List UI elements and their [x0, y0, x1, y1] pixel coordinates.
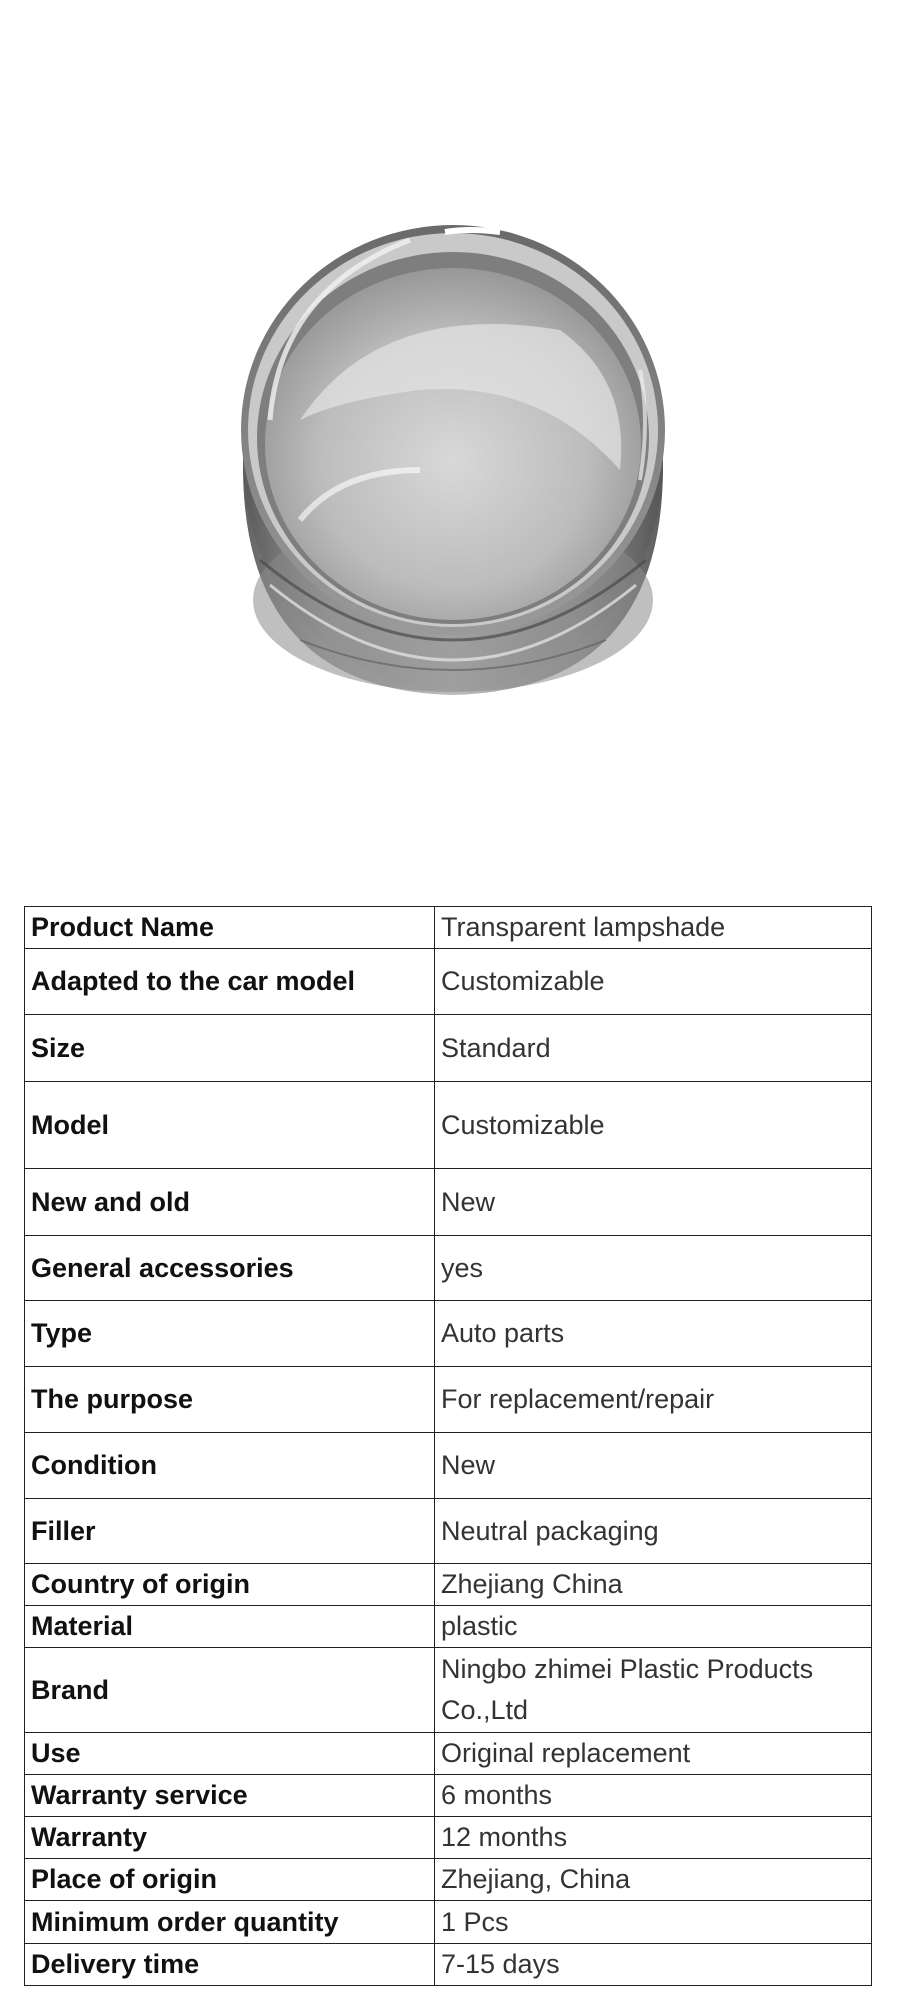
table-row — [25, 1944, 872, 1986]
table-row — [25, 1648, 872, 1733]
row-value: 7-15 days — [435, 1944, 872, 1986]
row-label: Filler — [25, 1499, 435, 1564]
row-value: 1 Pcs — [435, 1901, 872, 1944]
row-label: Warranty — [25, 1817, 435, 1859]
table-row — [25, 1901, 872, 1944]
table-row — [25, 1775, 872, 1817]
product-photo — [0, 0, 906, 880]
row-label: New and old — [25, 1169, 435, 1236]
row-label: Adapted to the car model — [25, 949, 435, 1015]
row-label: Condition — [25, 1433, 435, 1499]
row-label: Model — [25, 1082, 435, 1169]
row-value: Neutral packaging — [435, 1499, 872, 1564]
row-label: Minimum order quantity — [25, 1901, 435, 1944]
row-label: Size — [25, 1015, 435, 1082]
row-value: plastic — [435, 1606, 872, 1648]
table-row — [25, 1367, 872, 1433]
table-row — [25, 1236, 872, 1301]
row-value: Zhejiang China — [435, 1564, 872, 1606]
transparent-lampshade-icon — [0, 0, 906, 880]
table-row — [25, 1301, 872, 1367]
row-label: Warranty service — [25, 1775, 435, 1817]
row-label: Material — [25, 1606, 435, 1648]
table-row — [25, 1859, 872, 1901]
row-label: Type — [25, 1301, 435, 1367]
row-value: New — [435, 1169, 872, 1236]
row-value: Ningbo zhimei Plastic Products Co.,Ltd — [435, 1648, 872, 1733]
row-value: Auto parts — [435, 1301, 872, 1367]
row-label: Product Name — [25, 907, 435, 949]
row-value: Zhejiang, China — [435, 1859, 872, 1901]
table-row — [25, 949, 872, 1015]
row-value: For replacement/repair — [435, 1367, 872, 1433]
row-value: Customizable — [435, 1082, 872, 1169]
row-label: Brand — [25, 1648, 435, 1733]
row-label: Place of origin — [25, 1859, 435, 1901]
row-value: New — [435, 1433, 872, 1499]
table-row — [25, 907, 872, 949]
row-value: Original replacement — [435, 1733, 872, 1775]
spec-table — [24, 906, 872, 1986]
row-label: General accessories — [25, 1236, 435, 1301]
table-row — [25, 1606, 872, 1648]
row-value: 6 months — [435, 1775, 872, 1817]
row-label: The purpose — [25, 1367, 435, 1433]
row-value: 12 months — [435, 1817, 872, 1859]
table-row — [25, 1733, 872, 1775]
table-row — [25, 1499, 872, 1564]
table-row — [25, 1082, 872, 1169]
row-value: Customizable — [435, 949, 872, 1015]
table-row — [25, 1433, 872, 1499]
table-row — [25, 1564, 872, 1606]
row-value: Transparent lampshade — [435, 907, 872, 949]
row-value: Standard — [435, 1015, 872, 1082]
row-value: yes — [435, 1236, 872, 1301]
row-label: Use — [25, 1733, 435, 1775]
table-row — [25, 1169, 872, 1236]
table-row — [25, 1015, 872, 1082]
table-row — [25, 1817, 872, 1859]
row-label: Country of origin — [25, 1564, 435, 1606]
row-label: Delivery time — [25, 1944, 435, 1986]
